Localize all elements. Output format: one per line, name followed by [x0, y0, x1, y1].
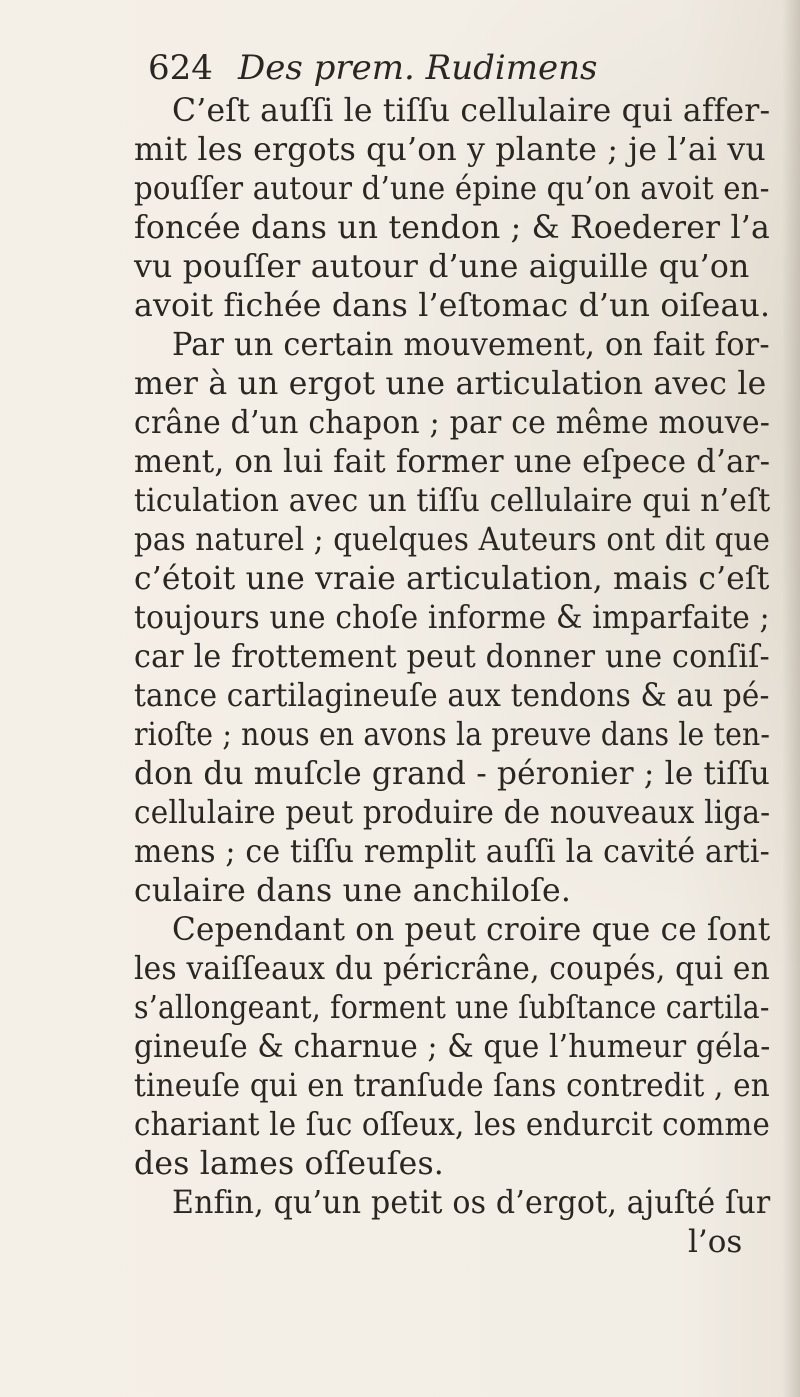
text-line: tance cartilagineuſe aux tendons & au pé-	[134, 678, 770, 714]
text-line: foncée dans un tendon ; & Roederer l’a	[134, 210, 770, 246]
text-line: avoit fichée dans l’eſtomac d’un oiſeau.	[134, 288, 771, 324]
text-line: cellulaire peut produire de nouveaux liga-	[134, 795, 771, 831]
catchword: l’os	[688, 1224, 743, 1260]
text-line: mer à un ergot une articulation avec le	[134, 366, 767, 402]
text-line: pas naturel ; quelques Auteurs ont dit que	[134, 522, 771, 558]
text-line: Par un certain mouvement, on fait for-	[172, 327, 770, 363]
text-line: s’allongeant, forment une ſubſtance cartila-	[134, 990, 770, 1026]
running-title: Des prem. Rudimens	[238, 48, 598, 88]
text-line: c’étoit une vraie articulation, mais c’eſt	[134, 561, 770, 597]
text-line: C’eſt auſſi le tiſſu cellulaire qui affer-	[172, 93, 771, 129]
text-line: pouſſer autour d’une épine qu’on avoit en-	[134, 171, 770, 207]
running-head	[148, 44, 618, 92]
text-line: mit les ergots qu’on y plante ; je l’ai vu	[134, 132, 766, 168]
text-line: culaire dans une anchiloſe.	[134, 873, 572, 909]
text-line: des lames oſſeuſes.	[134, 1146, 445, 1182]
text-line: Cependant on peut croire que ce ſont	[172, 912, 771, 948]
text-line: rioſte ; nous en avons la preuve dans le ten-	[134, 717, 771, 753]
text-line: ment, on lui fait former une eſpece d’ar-	[134, 444, 771, 480]
text-line: tineuſe qui en tranſude ſans contredit , en	[134, 1068, 770, 1104]
text-line: crâne d’un chapon ; par ce même mouve-	[134, 405, 771, 441]
text-line: don du muſcle grand - péronier ; le tiſſu	[134, 756, 771, 792]
text-line: les vaiſſeaux du péricrâne, coupés, qui en	[134, 951, 770, 987]
text-line: mens ; ce tiſſu remplit auſſi la cavité arti-	[134, 834, 770, 870]
text-line: car le frottement peut donner une conſiſ-	[134, 639, 770, 675]
text-line: chariant le ſuc oſſeux, les endurcit comme	[134, 1107, 771, 1143]
text-line: Enfin, qu’un petit os d’ergot, ajuſté ſur	[172, 1185, 771, 1221]
page-number: 624	[148, 48, 213, 88]
text-line: toujours une choſe informe & imparfaite ;	[134, 600, 770, 636]
text-line: ticulation avec un tiſſu cellulaire qui n’eſt	[134, 483, 771, 519]
page-edge-shadow	[782, 0, 800, 1397]
text-line: vu pouſſer autour d’une aiguille qu’on	[134, 249, 750, 285]
text-line: gineuſe & charnue ; & que l’humeur géla-	[134, 1029, 771, 1065]
